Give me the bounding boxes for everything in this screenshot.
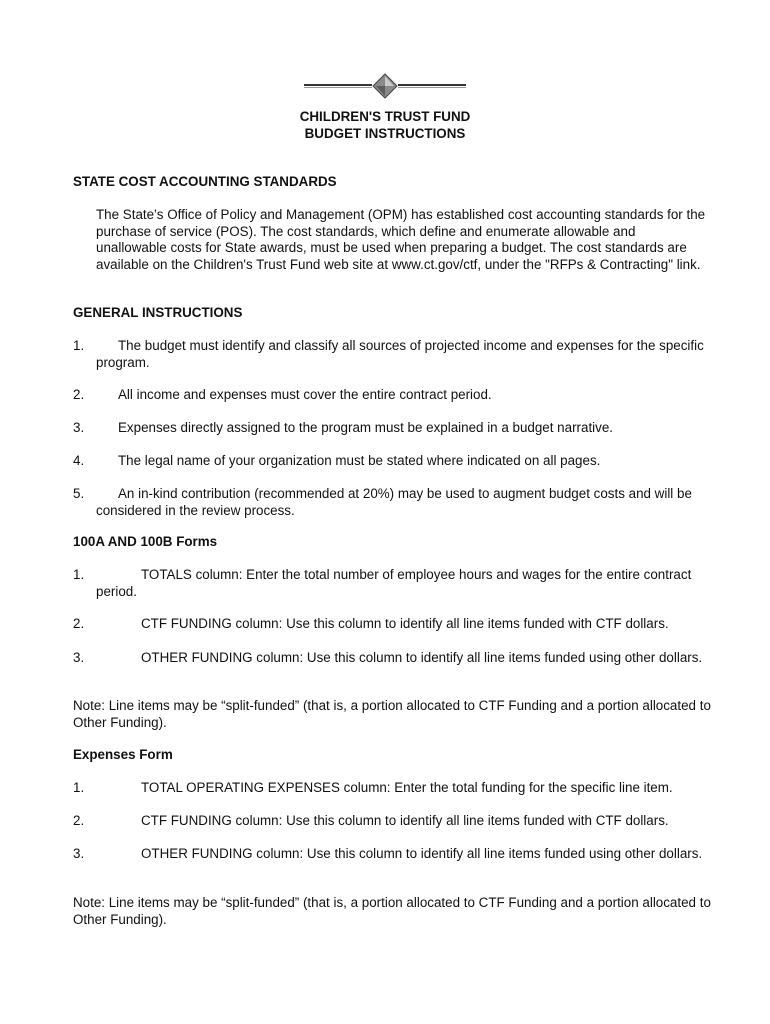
expenses-note: Note: Line items may be “split-funded” (that is, a portion allocated to CTF Funding and a portion allocated to Other Funding). (73, 895, 711, 927)
item-number: 5. (73, 486, 85, 501)
item-number: 3. (73, 420, 85, 435)
forms-100-note: Note: Line items may be “split-funded” (that is, a portion allocated to CTF Funding and a portion allocated to Other Funding). (73, 698, 711, 730)
item-text: An in-kind contribution (recommended at 20%) may be used to augment budget costs and will be considered in the review process. (96, 486, 692, 518)
cost-standards-paragraph: The State’s Office of Policy and Management (OPM) has established cost accounting standards for the purchase of service (POS). The cost standards, which define and enumerate allowable and unallowable costs for State awards, must be used when preparing a budget. The cost standards are available on the Children's Trust Fund web site at www.ct.gov/ctf, under the "RFPs & Contracting" link. (96, 207, 706, 272)
section-heading-expenses: Expenses Form (73, 747, 173, 762)
item-number: 1. (73, 338, 85, 353)
item-text: TOTAL OPERATING EXPENSES column: Enter the total funding for the specific line item. (141, 780, 673, 795)
forms-100-item (73, 650, 713, 667)
expenses-item (73, 846, 713, 863)
item-number: 4. (73, 453, 85, 468)
item-number: 3. (73, 650, 85, 665)
general-item (73, 453, 713, 470)
page-subtitle: BUDGET INSTRUCTIONS (304, 126, 466, 141)
diamond-ornament-icon (302, 72, 468, 100)
item-text: OTHER FUNDING column: Use this column to identify all line items funded using other dollars. (141, 846, 703, 861)
expenses-item (73, 780, 713, 797)
general-item (73, 387, 713, 404)
general-item (73, 486, 713, 519)
forms-100-item (73, 616, 713, 633)
item-number: 2. (73, 616, 85, 631)
item-number: 3. (73, 846, 85, 861)
general-item (73, 420, 713, 437)
forms-100-item (73, 567, 713, 600)
item-text: CTF FUNDING column: Use this column to identify all line items funded with CTF dollars. (141, 616, 669, 631)
item-text: OTHER FUNDING column: Use this column to identify all line items funded using other dollars. (141, 650, 703, 665)
expenses-item (73, 813, 713, 830)
item-number: 2. (73, 813, 85, 828)
section-heading-forms-100: 100A AND 100B Forms (73, 534, 218, 549)
item-number: 1. (73, 780, 85, 795)
item-text: The legal name of your organization must be stated where indicated on all pages. (118, 453, 601, 468)
item-text: Expenses directly assigned to the program must be explained in a budget narrative. (118, 420, 613, 435)
item-number: 2. (73, 387, 85, 402)
item-text: All income and expenses must cover the entire contract period. (118, 387, 492, 402)
general-item (73, 338, 713, 371)
section-heading-cost-standards: STATE COST ACCOUNTING STANDARDS (73, 174, 337, 189)
item-number: 1. (73, 567, 85, 582)
item-text: CTF FUNDING column: Use this column to identify all line items funded with CTF dollars. (141, 813, 669, 828)
section-heading-general: GENERAL INSTRUCTIONS (73, 305, 243, 320)
page-title: CHILDREN'S TRUST FUND (299, 109, 471, 124)
item-text: TOTALS column: Enter the total number of employee hours and wages for the entire contract period. (96, 567, 692, 599)
item-text: The budget must identify and classify all sources of projected income and expenses for the specific program. (96, 338, 704, 370)
